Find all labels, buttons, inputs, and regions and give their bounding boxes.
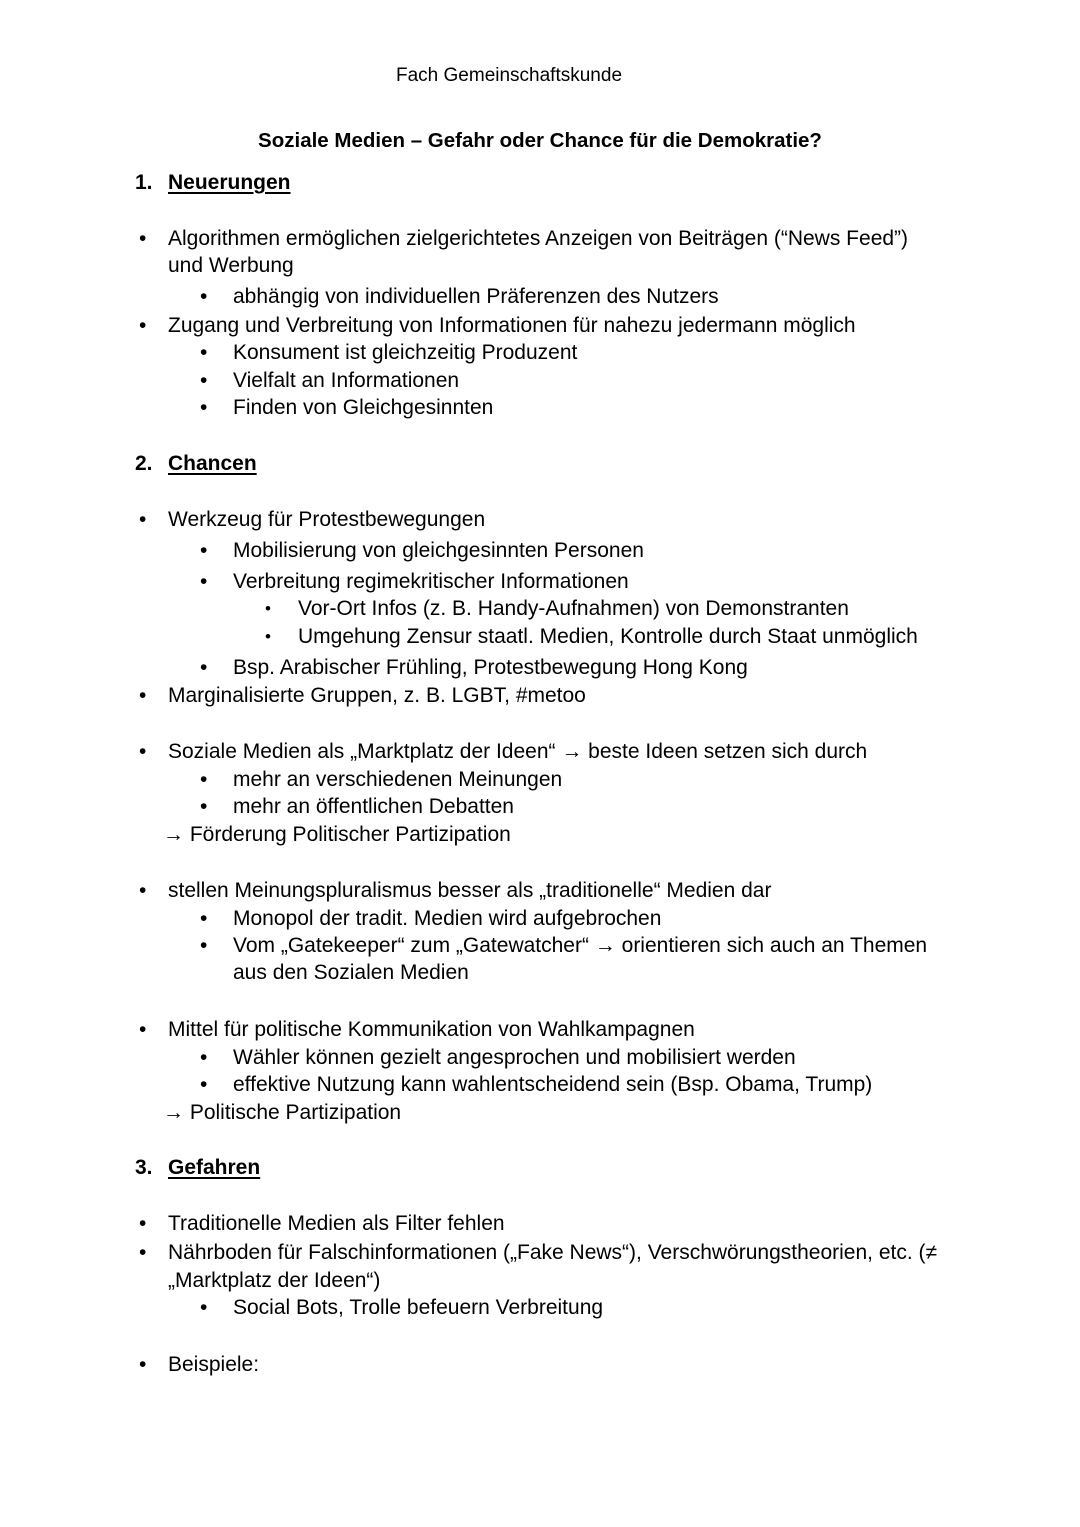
document-header: Fach Gemeinschaftskunde	[396, 65, 623, 86]
bullet-item: • stellen Meinungspluralismus besser als „traditionelle“ Medien dar	[168, 879, 771, 903]
bullet-item: • Konsument ist gleichzeitig Produzent	[233, 341, 577, 365]
section-title: Neuerungen	[168, 171, 291, 194]
bullet-item: • Vielfalt an Informationen	[233, 369, 459, 393]
section-heading-gefahren	[135, 1156, 260, 1180]
section-number: 3.	[135, 1156, 153, 1179]
section-title: Chancen	[168, 452, 257, 475]
continuation-line: aus den Sozialen Medien	[233, 961, 469, 984]
section-heading-neuerungen	[135, 171, 291, 195]
bullet-item: • Beispiele:	[168, 1353, 259, 1377]
bullet-item: • Finden von Gleichgesinnten	[233, 396, 493, 420]
conclusion-line: → Politische Partizipation	[163, 1101, 402, 1124]
bullet-item: • Algorithmen ermöglichen zielgerichtetes Anzeigen von Beiträgen (“News Feed”)	[168, 227, 908, 251]
bullet-item: • Marginalisierte Gruppen, z. B. LGBT, #metoo	[168, 684, 586, 708]
bullet-item: • Monopol der tradit. Medien wird aufgebrochen	[233, 907, 661, 931]
section-heading-chancen	[135, 452, 257, 476]
bullet-item: • Wähler können gezielt angesprochen und mobilisiert werden	[233, 1046, 796, 1070]
bullet-item: • mehr an verschiedenen Meinungen	[233, 768, 562, 792]
continuation-line: „Marktplatz der Ideen“)	[168, 1269, 381, 1292]
conclusion-line: → Förderung Politischer Partizipation	[163, 823, 511, 846]
bullet-item: • Traditionelle Medien als Filter fehlen	[168, 1212, 505, 1236]
section-number: 2.	[135, 452, 153, 475]
bullet-item: • Mobilisierung von gleichgesinnten Personen	[233, 539, 644, 563]
bullet-item: • Soziale Medien als „Marktplatz der Ideen“ → beste Ideen setzen sich durch	[168, 740, 867, 764]
bullet-item: • Bsp. Arabischer Frühling, Protestbewegung Hong Kong	[233, 656, 748, 680]
bullet-item: • Vor-Ort Infos (z. B. Handy-Aufnahmen) von Demonstranten	[298, 597, 849, 621]
bullet-item: • Vom „Gatekeeper“ zum „Gatewatcher“ → orientieren sich auch an Themen	[233, 934, 927, 958]
bullet-item: • abhängig von individuellen Präferenzen des Nutzers	[233, 285, 719, 309]
document-title: Soziale Medien – Gefahr oder Chance für die Demokratie?	[258, 129, 822, 152]
bullet-item: • Umgehung Zensur staatl. Medien, Kontrolle durch Staat unmöglich	[298, 625, 918, 649]
bullet-item: • Mittel für politische Kommunikation von Wahlkampagnen	[168, 1018, 695, 1042]
bullet-item: • Verbreitung regimekritischer Informationen	[233, 570, 629, 594]
continuation-line: und Werbung	[168, 254, 294, 277]
bullet-item: • Werkzeug für Protestbewegungen	[168, 508, 485, 532]
bullet-item: • Zugang und Verbreitung von Informationen für nahezu jedermann möglich	[168, 314, 856, 338]
section-title: Gefahren	[168, 1156, 261, 1179]
bullet-item: • mehr an öffentlichen Debatten	[233, 795, 514, 819]
section-number: 1.	[135, 171, 153, 194]
bullet-item: • effektive Nutzung kann wahlentscheidend sein (Bsp. Obama, Trump)	[233, 1073, 872, 1097]
bullet-item: • Nährboden für Falschinformationen („Fake News“), Verschwörungstheorien, etc. (≠	[168, 1241, 937, 1265]
bullet-item: • Social Bots, Trolle befeuern Verbreitung	[233, 1296, 603, 1320]
